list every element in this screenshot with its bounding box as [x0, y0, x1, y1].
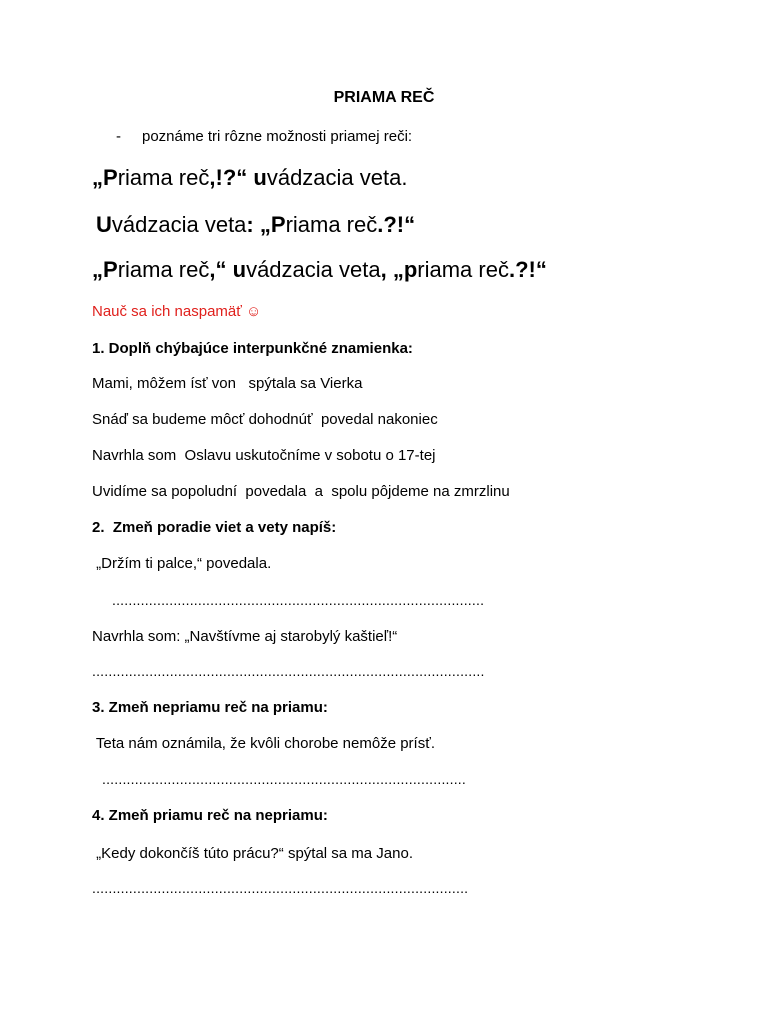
- answer-line[interactable]: ................................................................................................: [92, 663, 485, 679]
- pattern-2-part: : „: [246, 212, 271, 237]
- pattern-2-part: vádzacia veta: [111, 212, 247, 237]
- intro-bullet: [116, 129, 412, 144]
- pattern-1-part: u: [253, 165, 267, 190]
- pattern-1-part: „: [92, 165, 103, 190]
- intro-text: poznáme tri rôzne možnosti priamej reči:: [142, 128, 413, 145]
- pattern-3-part: p: [403, 257, 418, 282]
- pattern-1: [92, 167, 407, 189]
- pattern-3-part: .?!“: [508, 257, 547, 282]
- pattern-1-part: ,!?“: [209, 165, 254, 190]
- page-title: PRIAMA REČ: [333, 89, 435, 106]
- task-4-sentence: „Kedy dokončíš túto prácu?“ spýtal sa ma Jano.: [92, 845, 413, 862]
- pattern-3-part: riama reč: [117, 257, 210, 282]
- task-3-sentence: Teta nám oznámila, že kvôli chorobe nemôže prísť.: [92, 735, 436, 752]
- pattern-2-part: U: [96, 212, 112, 237]
- pattern-1-part: riama reč: [117, 165, 210, 190]
- pattern-2-part: .?!“: [377, 212, 416, 237]
- bullet-dash: -: [116, 128, 121, 145]
- pattern-1-part: vádzacia veta.: [266, 165, 408, 190]
- pattern-3-part: riama reč: [417, 257, 509, 282]
- task-2-sentence: „Držím ti palce,“ povedala.: [92, 555, 272, 572]
- pattern-3-part: u: [232, 257, 247, 282]
- pattern-3-part: P: [103, 257, 118, 282]
- answer-line[interactable]: ...........................................................................................: [112, 592, 485, 608]
- task-1-sentence: Navrhla som Oslavu uskutočníme v sobotu o 17-tej: [92, 447, 436, 464]
- pattern-2-part: P: [270, 212, 286, 237]
- pattern-3-part: , „: [380, 257, 404, 282]
- pattern-2-part: riama reč: [285, 212, 378, 237]
- memorize-note: Nauč sa ich naspamäť ☺: [92, 303, 262, 320]
- answer-line[interactable]: ............................................................................................: [92, 880, 469, 896]
- task-4-heading: 4. Zmeň priamu reč na nepriamu:: [92, 807, 328, 824]
- pattern-3-part: ,“: [209, 257, 233, 282]
- pattern-3-part: „: [92, 257, 103, 282]
- task-2-heading: 2. Zmeň poradie viet a vety napíš:: [92, 519, 337, 536]
- task-1-sentence: Mami, môžem ísť von spýtala sa Vierka: [92, 375, 363, 392]
- pattern-2: [96, 214, 415, 236]
- task-1-sentence: Snáď sa budeme môcť dohodnúť povedal nakoniec: [92, 411, 438, 428]
- pattern-3: [92, 259, 547, 281]
- task-1-heading: 1. Doplň chýbajúce interpunkčné znamienka:: [92, 340, 413, 357]
- task-1-sentence: Uvidíme sa popoludní povedala a spolu pôjdeme na zmrzlinu: [92, 483, 510, 500]
- task-3-heading: 3. Zmeň nepriamu reč na priamu:: [92, 699, 328, 716]
- task-2-sentence: Navrhla som: „Navštívme aj starobylý kaštieľ!“: [92, 628, 398, 645]
- answer-line[interactable]: .........................................................................................: [102, 771, 466, 787]
- pattern-1-part: P: [103, 165, 118, 190]
- pattern-3-part: vádzacia veta: [246, 257, 381, 282]
